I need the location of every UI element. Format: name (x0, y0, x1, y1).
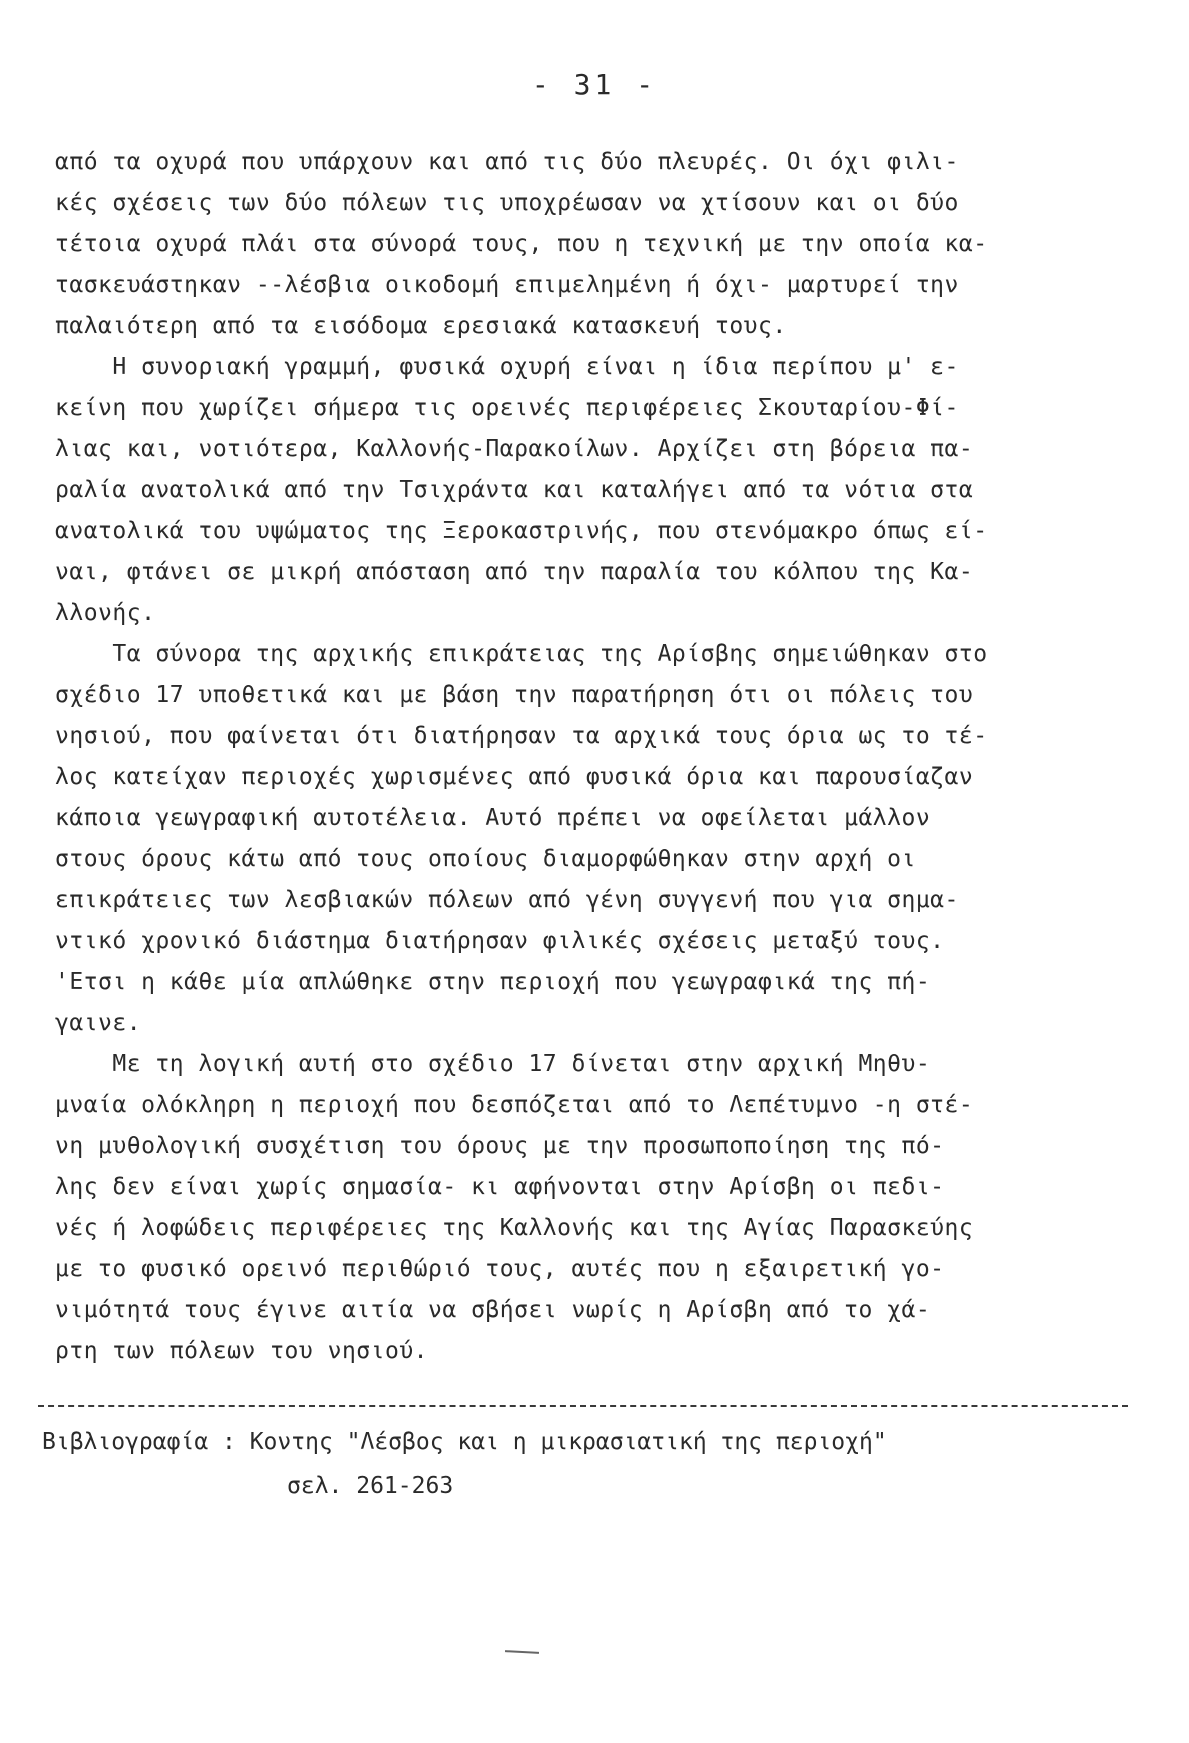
footnote-separator (38, 1405, 1128, 1407)
text-line: 'Ετσι η κάθε μία απλώθηκε στην περιοχή που γεωγραφικά της πή- (55, 969, 931, 995)
text-line: μναία ολόκληρη η περιοχή που δεσπόζεται από το Λεπέτυμνο -η στέ- (55, 1092, 974, 1118)
text-line: κές σχέσεις των δύο πόλεων τις υποχρέωσαν να χτίσουν και οι δύο (55, 190, 959, 216)
text-line: λιας και, νοτιότερα, Καλλονής-Παρακοίλων. Αρχίζει στη βόρεια πα- (55, 436, 974, 462)
text-line: νη μυθολογική συσχέτιση του όρους με την προσωποποίηση της πό- (55, 1133, 945, 1159)
body-text (55, 142, 1130, 1372)
text-line: τασκευάστηκαν --λέσβια οικοδομή επιμελημένη ή όχι- μαρτυρεί την (55, 272, 959, 298)
page-number: - 31 - (531, 68, 658, 101)
text-line: κάποια γεωγραφική αυτοτέλεια. Αυτό πρέπει να οφείλεται μάλλον (55, 805, 931, 831)
text-line: λης δεν είναι χωρίς σημασία- κι αφήνονται στην Αρίσβη οι πεδι- (55, 1174, 945, 1200)
text-line: κείνη που χωρίζει σήμερα τις ορεινές περιφέρειες Σκουταρίου-Φί- (55, 395, 959, 421)
text-line: λος κατείχαν περιοχές χωρισμένες από φυσικά όρια και παρουσίαζαν (55, 764, 974, 790)
text-line: σχέδιο 17 υποθετικά και με βάση την παρατήρηση ότι οι πόλεις του (55, 682, 974, 708)
bibliography-reference: Βιβλιογραφία : Κοντης "Λέσβος και η μικρασιατική της περιοχή" (42, 1429, 887, 1455)
text-line: στους όρους κάτω από τους οποίους διαμορφώθηκαν στην αρχή οι (55, 846, 916, 872)
text-line: Η συνοριακή γραμμή, φυσικά οχυρή είναι η ίδια περίπου μ' ε- (55, 354, 959, 380)
text-line: Με τη λογική αυτή στο σχέδιο 17 δίνεται στην αρχική Μηθυ- (55, 1051, 931, 1077)
text-line: από τα οχυρά που υπάρχουν και από τις δύο πλευρές. Οι όχι φιλι- (55, 149, 959, 175)
text-line: γαινε. (55, 1010, 142, 1036)
stray-pen-mark (505, 1650, 539, 1654)
text-line: ανατολικά του υψώματος της Ξεροκαστρινής, που στενόμακρο όπως εί- (55, 518, 988, 544)
text-line: λλονής. (55, 600, 156, 626)
bibliography-pages: σελ. 261-263 (287, 1473, 454, 1499)
text-line: Τα σύνορα της αρχικής επικράτειας της Αρίσβης σημειώθηκαν στο (55, 641, 988, 667)
text-line: τέτοια οχυρά πλάι στα σύνορά τους, που η τεχνική με την οποία κα- (55, 231, 988, 257)
text-line: ναι, φτάνει σε μικρή απόσταση από την παραλία του κόλπου της Κα- (55, 559, 974, 585)
text-line: παλαιότερη από τα εισόδομα ερεσιακά κατασκευή τους. (55, 313, 787, 339)
text-line: ρτη των πόλεων του νησιού. (55, 1338, 429, 1364)
text-line: με το φυσικό ορεινό περιθώριό τους, αυτές που η εξαιρετική γο- (55, 1256, 945, 1282)
text-line: νιμότητά τους έγινε αιτία να σβήσει νωρίς η Αρίσβη από το χά- (55, 1297, 931, 1323)
text-line: νησιού, που φαίνεται ότι διατήρησαν τα αρχικά τους όρια ως το τέ- (55, 723, 988, 749)
text-line: νές ή λοφώδεις περιφέρειες της Καλλονής και της Αγίας Παρασκεύης (55, 1215, 974, 1241)
bibliography (42, 1420, 1132, 1508)
text-line: επικράτειες των λεσβιακών πόλεων από γένη συγγενή που για σημα- (55, 887, 959, 913)
text-line: ραλία ανατολικά από την Τσιχράντα και καταλήγει από τα νότια στα (55, 477, 974, 503)
text-line: ντικό χρονικό διάστημα διατήρησαν φιλικές σχέσεις μεταξύ τους. (55, 928, 945, 954)
